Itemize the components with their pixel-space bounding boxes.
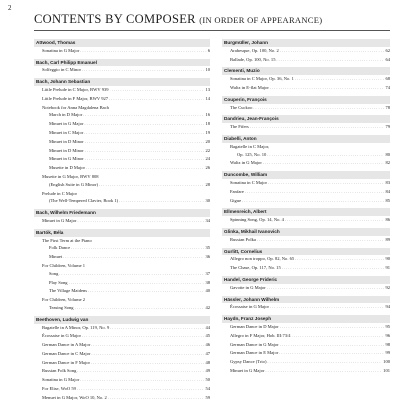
entry-title: Écossaise in G Major — [42, 333, 82, 339]
entry-page-number: 83 — [385, 179, 390, 185]
dot-leader — [82, 332, 204, 341]
toc-entry[interactable] — [222, 216, 390, 225]
dot-leader — [263, 159, 385, 168]
entry-title: (The Well-Tempered Clavier, Book 1) — [49, 198, 119, 204]
dot-leader — [282, 264, 385, 273]
entry-title: Spinning Song, Op. 14, No. 4 — [230, 217, 284, 223]
dot-leader — [99, 181, 204, 190]
composer-heading: Bartók, Béla — [34, 229, 210, 237]
entry-title: The Village Maidens — [49, 288, 88, 294]
entry-title: Minuet in D Minor — [49, 147, 84, 153]
entry-title: Sonatina in C Major, Op. 36, No. 1 — [230, 76, 294, 82]
entry-page-number: 16 — [205, 112, 210, 118]
dot-leader — [80, 47, 206, 56]
dot-leader — [242, 197, 384, 206]
toc-entry[interactable] — [222, 123, 390, 132]
toc-entry[interactable] — [222, 179, 390, 188]
composer-heading: Ellmenreich, Albert — [222, 208, 390, 216]
entry-page-number: 6 — [207, 47, 210, 53]
toc-entry[interactable] — [222, 104, 390, 113]
entry-page-number: 94 — [385, 304, 390, 310]
toc-entry[interactable] — [222, 323, 390, 332]
entry-title: Minuet in D Minor — [49, 138, 84, 144]
entry-page-number: 54 — [205, 386, 210, 392]
entry-title: Menuet in G Major, WoO 10, No. 2 — [42, 394, 107, 400]
toc-entry[interactable] — [222, 47, 390, 56]
dot-leader — [83, 111, 204, 120]
dot-leader — [245, 188, 385, 197]
toc-entry[interactable] — [222, 332, 390, 341]
toc-entry[interactable] — [34, 244, 210, 253]
dot-leader — [71, 244, 204, 253]
toc-entry[interactable] — [222, 264, 390, 273]
entry-page-number: 98 — [385, 341, 390, 347]
composer-heading: Attwood, Thomas — [34, 39, 210, 47]
composer-heading: Clementi, Muzio — [222, 67, 390, 75]
toc-entry[interactable] — [222, 56, 390, 65]
dot-leader — [91, 350, 204, 359]
dot-leader — [85, 147, 205, 156]
entry-page-number: 44 — [205, 324, 210, 330]
entry-page-number: 30 — [205, 198, 210, 204]
toc-entry[interactable] — [34, 86, 210, 95]
toc-entry[interactable] — [34, 304, 210, 313]
dot-leader — [77, 367, 204, 376]
entry-title: Minuet in C Major — [49, 129, 84, 135]
dot-leader — [119, 197, 204, 206]
toc-entry[interactable] — [222, 349, 390, 358]
toc-entry[interactable] — [34, 138, 210, 147]
entry-title: Op. 125, No. 10 — [237, 151, 267, 157]
entry-title: Russian Folk Song — [42, 368, 77, 374]
toc-entry[interactable] — [34, 129, 210, 138]
entry-page-number: 59 — [205, 394, 210, 400]
composer-heading: Diabelli, Anton — [222, 135, 390, 143]
entry-page-number: 19 — [205, 129, 210, 135]
dot-leader — [110, 324, 204, 333]
entry-page-number: 36 — [205, 254, 210, 260]
toc-entry[interactable] — [222, 143, 390, 151]
entry-title: Prelude in C Major — [42, 190, 77, 196]
entry-title: Allegro in F Major, Hob. III:73/4 — [230, 332, 291, 338]
entry-page-number: 64 — [385, 56, 390, 62]
toc-entry[interactable] — [34, 197, 210, 206]
dot-leader — [86, 164, 204, 173]
toc-entry[interactable] — [34, 120, 210, 129]
entry-title: German Dance in G Major — [230, 341, 279, 347]
toc-entry[interactable] — [222, 303, 390, 312]
composer-heading: Hässler, Johann Wilhelm — [222, 296, 390, 304]
entry-title: Sonatina in G Major — [42, 47, 80, 53]
entry-page-number: 35 — [205, 245, 210, 251]
dot-leader — [85, 138, 205, 147]
entry-page-number: 26 — [205, 165, 210, 171]
page-title — [34, 12, 322, 27]
title-main: CONTENTS BY COMPOSER — [34, 12, 196, 26]
toc-entry[interactable] — [222, 236, 390, 245]
entry-page-number: 38 — [205, 279, 210, 285]
entry-title: Bagatelle in C Major, — [230, 143, 270, 149]
entry-page-number: 42 — [205, 304, 210, 310]
entry-title: Minuet — [49, 254, 63, 260]
entry-page-number: 68 — [385, 76, 390, 82]
entry-title: Minuet in G Major — [49, 121, 84, 127]
entry-title: March in D Major — [49, 112, 83, 118]
entry-title: For Children, Volume 1 — [42, 262, 86, 268]
entry-title: Écossaise in G Major — [230, 304, 270, 310]
dot-leader — [77, 385, 205, 394]
entry-page-number: 95 — [385, 323, 390, 329]
composer-heading: Beethoven, Ludwig van — [34, 316, 210, 324]
entry-page-number: 62 — [385, 47, 390, 53]
composer-heading: Bach, Wilhelm Friedemann — [34, 209, 210, 217]
composer-heading: Bach, Carl Philipp Emanuel — [34, 59, 210, 67]
entry-page-number: 24 — [205, 156, 210, 162]
title-subtitle: (IN ORDER OF APPEARANCE) — [199, 15, 323, 25]
composer-heading: Gurlitt, Cornelius — [222, 248, 390, 256]
toc-entry[interactable] — [34, 164, 210, 173]
dot-leader — [276, 56, 384, 65]
entry-title: Bagatelle in A Minor, Op. 119, No. 9 — [42, 324, 110, 330]
entry-title: Russian Polka — [230, 236, 256, 242]
entry-page-number: 99 — [385, 350, 390, 356]
toc-entry[interactable] — [34, 111, 210, 120]
dot-leader — [280, 47, 385, 56]
toc-entry[interactable] — [34, 332, 210, 341]
dot-leader — [257, 236, 385, 245]
dot-leader — [280, 323, 385, 332]
right-column — [222, 39, 390, 376]
dot-leader — [110, 86, 205, 95]
toc-entry[interactable] — [34, 155, 210, 164]
entry-page-number: 10 — [205, 67, 210, 73]
toc-entry[interactable] — [34, 367, 210, 376]
entry-title: German Dance in E Major — [230, 350, 279, 356]
entry-page-number: 50 — [205, 377, 210, 383]
dot-leader — [91, 359, 204, 368]
entry-page-number: 18 — [205, 121, 210, 127]
entry-title: Gigue — [230, 197, 242, 203]
entry-title: Ballade, Op. 100, No. 15 — [230, 56, 276, 62]
dot-leader — [84, 129, 204, 138]
entry-page-number: 74 — [385, 84, 390, 90]
toc-entry[interactable] — [222, 358, 390, 367]
composer-heading: Duncombe, William — [222, 171, 390, 179]
entry-title: Song — [49, 270, 59, 276]
entry-title: Waltz in E-flat Major — [230, 84, 269, 90]
toc-entry[interactable] — [222, 341, 390, 350]
entry-page-number: 89 — [385, 236, 390, 242]
toc-entry[interactable] — [222, 188, 390, 197]
entry-page-number: 45 — [205, 333, 210, 339]
entry-title: German Dance in D Major — [230, 323, 279, 329]
dot-leader — [88, 287, 204, 296]
toc-entry[interactable] — [222, 84, 390, 93]
entry-title: Arabesque, Op. 100, No. 2 — [230, 47, 279, 53]
toc-entry[interactable] — [34, 341, 210, 350]
toc-entry[interactable] — [34, 262, 210, 270]
entry-title: Minuet in G Major — [230, 367, 265, 373]
toc-entry[interactable] — [222, 255, 390, 264]
entry-title: Teasing Song — [49, 304, 74, 310]
entry-title: Fanfare — [230, 188, 244, 194]
entry-title: Folk Dance — [49, 245, 71, 251]
entry-page-number: 90 — [385, 256, 390, 262]
toc-entry[interactable] — [34, 253, 210, 262]
title-rule — [34, 30, 390, 31]
dot-leader — [69, 279, 205, 288]
dot-leader — [267, 358, 382, 367]
entry-title: For Elise, WoO 59 — [42, 386, 76, 392]
entry-page-number: 85 — [385, 197, 390, 203]
entry-title: Musette in D Major — [49, 165, 85, 171]
entry-page-number: 37 — [205, 270, 210, 276]
toc-entry[interactable] — [34, 181, 210, 190]
composer-heading: Burgmüller, Johann — [222, 39, 390, 47]
toc-entry[interactable] — [34, 190, 210, 198]
toc-entry[interactable] — [222, 159, 390, 168]
entry-title: Musette in G Major, BWV 808 — [42, 173, 99, 179]
entry-title: Notebook for Anna Magdalena Bach — [42, 104, 109, 110]
dot-leader — [267, 284, 385, 293]
entry-title: Little Prelude in F Major, BWV 927 — [42, 95, 109, 101]
dot-leader — [85, 155, 205, 164]
dot-leader — [91, 341, 204, 350]
entry-title: The Chase, Op. 117, No. 15 — [230, 265, 281, 271]
composer-heading: Couperin, François — [222, 96, 390, 104]
entry-title: Play Song — [49, 279, 68, 285]
entry-page-number: 47 — [205, 350, 210, 356]
dot-leader — [59, 270, 204, 279]
entry-page-number: 22 — [205, 147, 210, 153]
dot-leader — [63, 253, 204, 262]
left-column — [34, 39, 210, 403]
dot-leader — [109, 95, 204, 104]
entry-title: Solfeggio in C Minor — [42, 67, 82, 73]
entry-page-number: 101 — [383, 367, 390, 373]
composer-heading: Haydn, Franz Joseph — [222, 315, 390, 323]
entry-title: (English Suite in G Minor) — [49, 181, 99, 187]
entry-title: German Dance in F Major — [42, 359, 90, 365]
entry-page-number: 28 — [205, 181, 210, 187]
entry-page-number: 40 — [205, 288, 210, 294]
entry-page-number: 91 — [385, 265, 390, 271]
dot-leader — [285, 216, 385, 225]
toc-entry[interactable] — [34, 217, 210, 226]
entry-title: German Dance in C Major — [42, 350, 91, 356]
toc-entry[interactable] — [34, 376, 210, 385]
dot-leader — [268, 179, 384, 188]
entry-page-number: 100 — [383, 359, 390, 365]
dot-leader — [108, 394, 205, 403]
toc-entry[interactable] — [34, 287, 210, 296]
toc-entry[interactable] — [222, 367, 390, 376]
toc-entry[interactable] — [222, 75, 390, 84]
dot-leader — [265, 367, 382, 376]
entry-title: German Dance in A Major — [42, 342, 91, 348]
dot-leader — [295, 75, 385, 84]
entry-page-number: 20 — [205, 138, 210, 144]
page-number: 2 — [8, 4, 12, 12]
dot-leader — [279, 349, 384, 358]
entry-page-number: 84 — [385, 188, 390, 194]
entry-title: Sonatina in C Major — [230, 179, 268, 185]
toc-entry[interactable] — [34, 359, 210, 368]
composer-heading: Dandrieu, Jean-François — [222, 115, 390, 123]
dot-leader — [280, 341, 385, 350]
toc-entry[interactable] — [34, 385, 210, 394]
toc-entry[interactable] — [34, 104, 210, 112]
entry-page-number: 13 — [205, 86, 210, 92]
entry-page-number: 78 — [385, 104, 390, 110]
toc-entry[interactable] — [222, 197, 390, 206]
entry-title: Little Prelude in C Major, BWV 939 — [42, 86, 109, 92]
toc-entry[interactable] — [34, 394, 210, 403]
entry-page-number: 46 — [205, 342, 210, 348]
dot-leader — [267, 151, 384, 160]
entry-title: Minuet in G Major — [42, 217, 77, 223]
entry-page-number: 96 — [385, 332, 390, 338]
entry-page-number: 34 — [205, 217, 210, 223]
entry-page-number: 82 — [385, 160, 390, 166]
dot-leader — [82, 66, 204, 75]
entry-title: The Fifers — [230, 124, 249, 130]
toc-entry[interactable] — [34, 296, 210, 304]
toc-entry[interactable] — [34, 270, 210, 279]
dot-leader — [253, 104, 384, 113]
toc-entry[interactable] — [34, 237, 210, 245]
entry-page-number: 92 — [385, 284, 390, 290]
entry-title: Allegro non troppo, Op. 82, No. 65 — [230, 256, 295, 262]
toc-entry[interactable] — [34, 173, 210, 181]
dot-leader — [295, 255, 384, 264]
entry-title: Sonatina in G Major — [42, 377, 80, 383]
dot-leader — [75, 304, 205, 313]
entry-title: Waltz in G Major — [230, 160, 262, 166]
composer-heading: Handel, George Frideric — [222, 276, 390, 284]
entry-title: For Children, Volume 2 — [42, 297, 86, 303]
composer-heading: Glinka, Mikhail Ivanovich — [222, 228, 390, 236]
entry-title: The First Term at the Piano — [42, 237, 92, 243]
toc-entry[interactable] — [34, 47, 210, 56]
toc-entry[interactable] — [222, 284, 390, 293]
dot-leader — [270, 303, 384, 312]
dot-leader — [80, 376, 204, 385]
composer-heading: Bach, Johann Sebastian — [34, 78, 210, 86]
entry-title: The Cuckoo — [230, 104, 253, 110]
dot-leader — [292, 332, 385, 341]
entry-page-number: 79 — [385, 124, 390, 130]
entry-page-number: 14 — [205, 95, 210, 101]
entry-page-number: 49 — [205, 368, 210, 374]
dot-leader — [84, 120, 204, 129]
toc-entry[interactable] — [34, 66, 210, 75]
dot-leader — [77, 217, 204, 226]
toc-entry[interactable] — [222, 151, 390, 160]
toc-entry[interactable] — [34, 147, 210, 156]
toc-entry[interactable] — [34, 350, 210, 359]
entry-page-number: 48 — [205, 359, 210, 365]
entry-page-number: 80 — [385, 151, 390, 157]
dot-leader — [250, 123, 385, 132]
entry-title: Gypsy Dance (Trio) — [230, 359, 267, 365]
toc-entry[interactable] — [34, 95, 210, 104]
entry-page-number: 86 — [385, 217, 390, 223]
toc-entry[interactable] — [34, 279, 210, 288]
dot-leader — [270, 84, 385, 93]
toc-entry[interactable] — [34, 324, 210, 333]
entry-title: Gavotte in G Major — [230, 284, 266, 290]
entry-title: Minuet in G Minor — [49, 156, 84, 162]
